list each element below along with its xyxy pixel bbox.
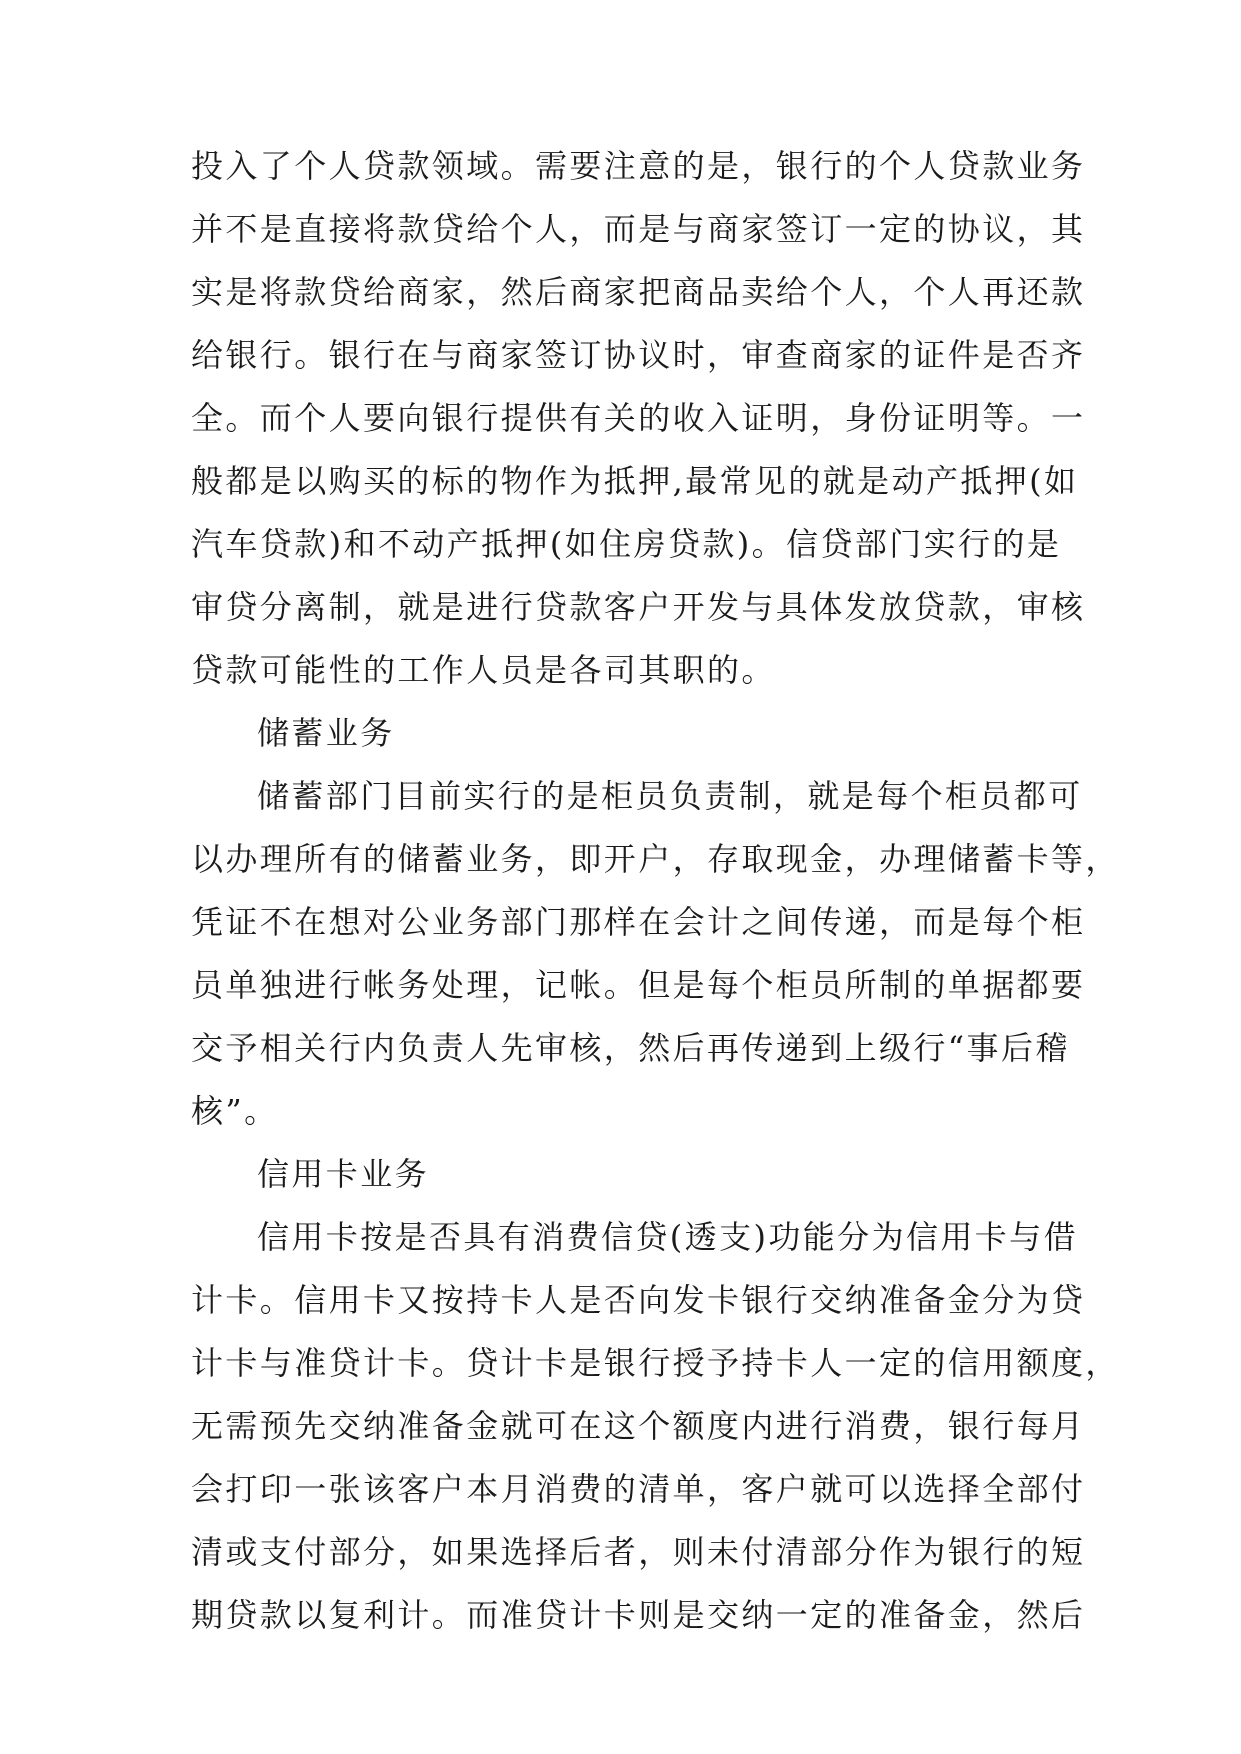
text-line: 无需预先交纳准备金就可在这个额度内进行消费，银行每月 — [191, 1407, 1086, 1445]
section-heading-credit-card: 信用卡业务 — [257, 1155, 430, 1193]
text-line: 员单独进行帐务处理，记帐。但是每个柜员所制的单据都要 — [191, 966, 1086, 1004]
text-line: 投入了个人贷款领域。需要注意的是，银行的个人贷款业务 — [191, 147, 1086, 185]
text-line: 贷款可能性的工作人员是各司其职的。 — [191, 651, 776, 689]
text-line: 凭证不在想对公业务部门那样在会计之间传递，而是每个柜 — [191, 903, 1086, 941]
text-line: 汽车贷款)和不动产抵押(如住房贷款)。信贷部门实行的是 — [191, 525, 1062, 563]
text-line: 并不是直接将款贷给个人，而是与商家签订一定的协议，其 — [191, 210, 1086, 248]
text-line: 清或支付部分，如果选择后者，则未付清部分作为银行的短 — [191, 1533, 1086, 1571]
text-line: 储蓄部门目前实行的是柜员负责制，就是每个柜员都可 — [257, 777, 1083, 815]
text-line: 计卡与准贷计卡。贷计卡是银行授予持卡人一定的信用额度， — [191, 1344, 1120, 1382]
text-line: 信用卡按是否具有消费信贷(透支)功能分为信用卡与借 — [257, 1218, 1078, 1256]
text-line: 期贷款以复利计。而准贷计卡则是交纳一定的准备金，然后 — [191, 1596, 1086, 1634]
text-line: 以办理所有的储蓄业务，即开户，存取现金，办理储蓄卡等， — [191, 840, 1120, 878]
text-line: 会打印一张该客户本月消费的清单，客户就可以选择全部付 — [191, 1470, 1086, 1508]
section-heading-savings: 储蓄业务 — [257, 714, 395, 752]
text-line: 般都是以购买的标的物作为抵押,最常见的就是动产抵押(如 — [191, 462, 1079, 500]
text-line: 实是将款贷给商家，然后商家把商品卖给个人，个人再还款 — [191, 273, 1086, 311]
text-line: 核”。 — [191, 1092, 279, 1130]
text-line: 审贷分离制，就是进行贷款客户开发与具体发放贷款，审核 — [191, 588, 1086, 626]
text-line: 给银行。银行在与商家签订协议时，审查商家的证件是否齐 — [191, 336, 1086, 374]
text-line: 全。而个人要向银行提供有关的收入证明，身份证明等。一 — [191, 399, 1086, 437]
text-line: 计卡。信用卡又按持卡人是否向发卡银行交纳准备金分为贷 — [191, 1281, 1086, 1319]
text-line: 交予相关行内负责人先审核，然后再传递到上级行“事后稽 — [191, 1029, 1070, 1067]
